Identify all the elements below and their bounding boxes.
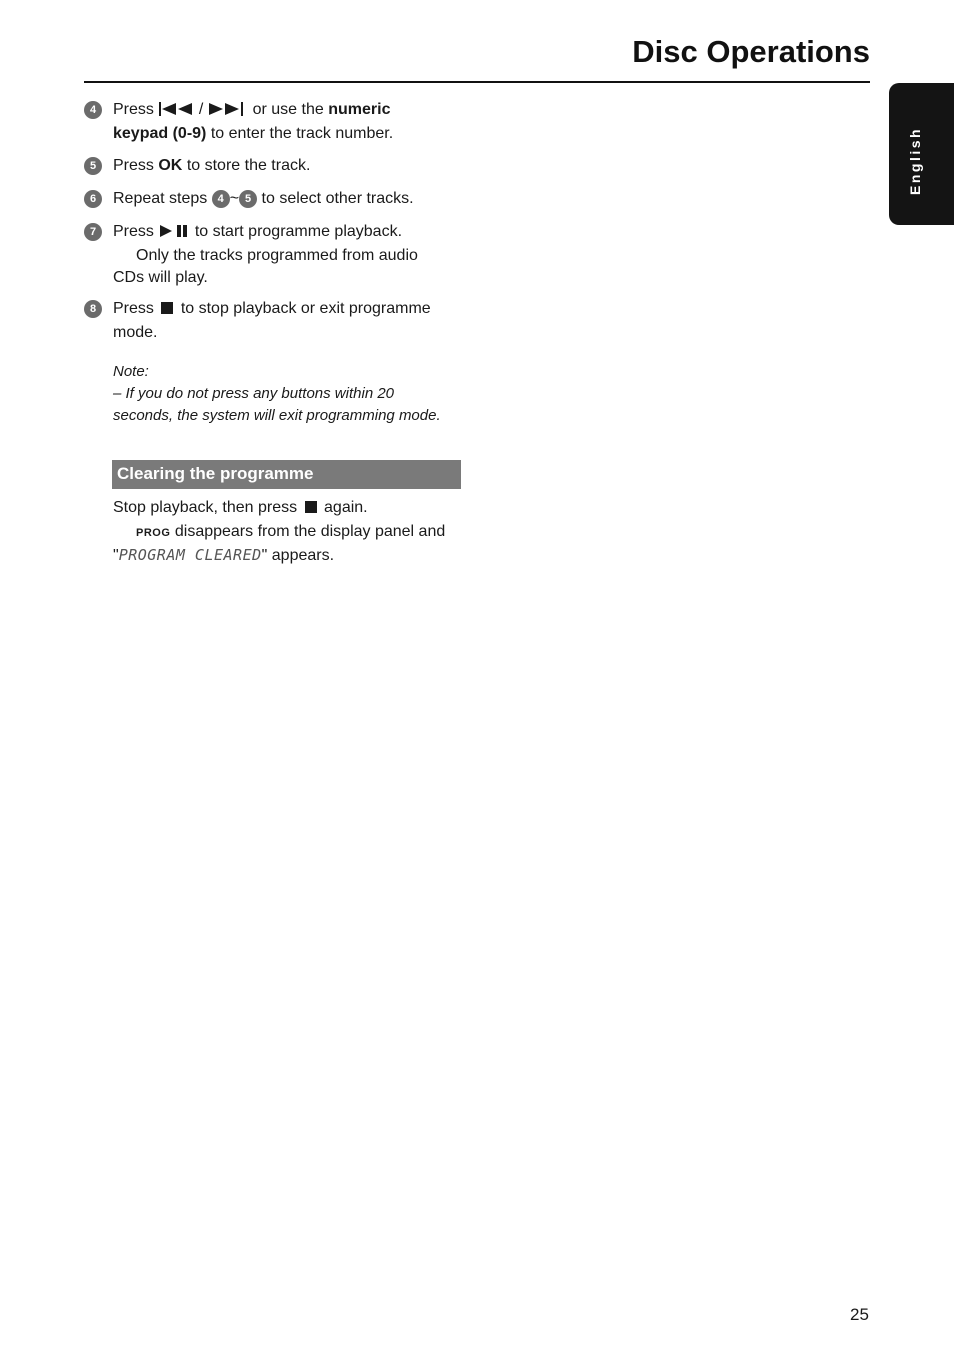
note-label: Note: [113, 363, 149, 380]
note-block [113, 361, 465, 427]
step-rest-text: to enter the track number. [210, 125, 394, 142]
step-number-badge: 8 [84, 300, 102, 318]
clearing-instructions [113, 497, 465, 567]
step-text [113, 298, 465, 344]
stop-icon [158, 300, 176, 322]
step-number-badge: 5 [84, 157, 102, 175]
note-line: seconds, the system will exit programming mode. [113, 407, 441, 424]
title-rule [84, 81, 870, 83]
section-heading-bar [112, 460, 461, 489]
next-track-icon [208, 101, 244, 123]
step-text [113, 221, 465, 289]
step-text [113, 188, 465, 210]
page-number: 25 [850, 1305, 869, 1324]
step-rest-text: to start programme playback. [194, 223, 403, 240]
clearing-line: Stop playback, then press [113, 499, 298, 516]
previous-track-icon [158, 101, 194, 123]
step-rest-text: to stop playback or exit programme [180, 300, 431, 317]
clearing-line: " appears. [261, 547, 335, 564]
step-rest-text-cont: mode. [113, 324, 158, 341]
quote-mark: " [113, 547, 119, 564]
language-tab-label: English [907, 126, 923, 195]
note-line: – If you do not press any buttons within 20 [113, 385, 395, 402]
page-title: Disc Operations [632, 34, 870, 69]
result-text: Only the tracks programmed from audio [136, 247, 418, 264]
step-number-badge: 7 [84, 223, 102, 241]
or-use-text: or use the [252, 101, 324, 118]
slash-separator: / [198, 101, 204, 118]
tilde: ~ [229, 190, 240, 207]
step-text [113, 155, 465, 177]
step-before-text: Repeat steps [113, 190, 208, 207]
press-word: Press [113, 300, 154, 317]
step-ref-badge: 5 [239, 190, 257, 208]
numeric-text: numeric [328, 101, 391, 118]
press-word: Press [113, 157, 154, 174]
play-pause-icon [158, 223, 190, 245]
result-text-cont: CDs will play. [113, 269, 208, 286]
lcd-display-text: PROGRAM CLEARED [118, 546, 262, 564]
step-number-badge: 6 [84, 190, 102, 208]
clearing-line-end: again. [324, 499, 368, 516]
prog-indicator: PROG [136, 527, 171, 539]
clearing-line: disappears from the display panel and [174, 523, 446, 540]
language-tab [889, 83, 954, 225]
step-text [113, 99, 465, 145]
keypad-text: keypad (0-9) [113, 125, 207, 142]
step-ref-badge: 4 [212, 190, 230, 208]
press-word: Press [113, 101, 154, 118]
step-after-text: to select other tracks. [261, 190, 414, 207]
press-word: Press [113, 223, 154, 240]
ok-text: OK [158, 157, 183, 174]
step-rest-text: to store the track. [186, 157, 311, 174]
section-heading: Clearing the programme [117, 464, 314, 483]
stop-icon [302, 499, 320, 521]
step-number-badge: 4 [84, 101, 102, 119]
